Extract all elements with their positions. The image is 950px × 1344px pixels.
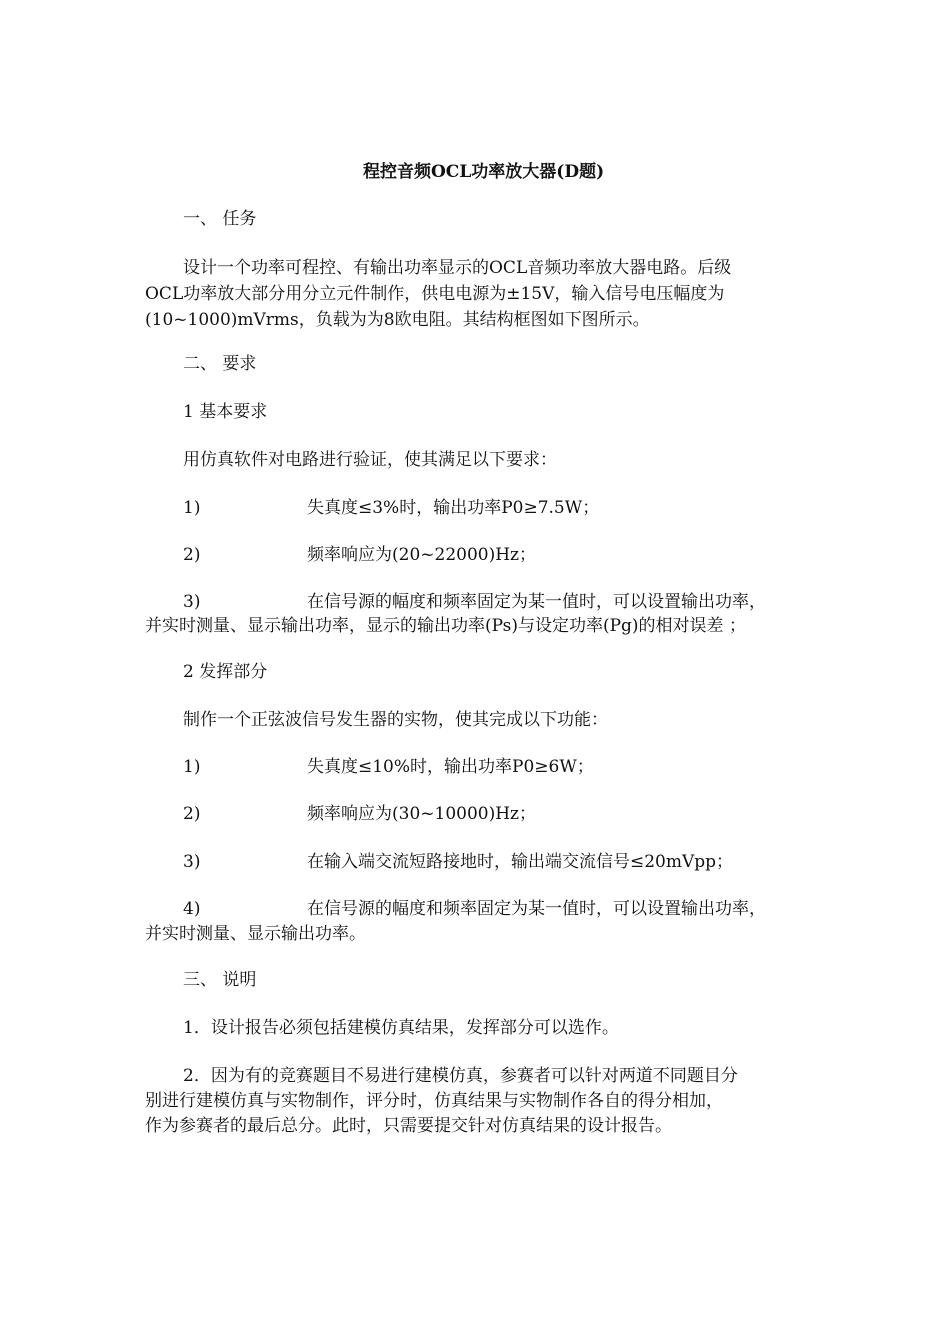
basic-item-3-number: 3) (183, 592, 201, 612)
basic-item-2-number: 2) (183, 545, 201, 565)
note-2-line-2: 别进行建模仿真与实物制作，评分时，仿真结果与实物制作各自的得分相加， (145, 1091, 723, 1111)
basic-requirements-heading: 1 基本要求 (183, 402, 268, 422)
extra-part-intro: 制作一个正弦波信号发生器的实物，使其完成以下功能： (183, 710, 608, 730)
task-paragraph-line-3: (10~1000)mVrms，负载为为8欧电阻。其结构框图如下图所示。 (145, 310, 650, 330)
extra-item-2-number: 2) (183, 804, 201, 824)
basic-item-3-text: 在信号源的幅度和频率固定为某一值时，可以设置输出功率， (307, 592, 766, 612)
note-2-line-1: 2．因为有的竞赛题目不易进行建模仿真，参赛者可以针对两道不同题目分 (183, 1066, 738, 1086)
extra-item-3-number: 3) (183, 852, 201, 872)
basic-item-2-text: 频率响应为(20~22000)Hz； (307, 545, 537, 565)
note-1: 1．设计报告必须包括建模仿真结果，发挥部分可以选作。 (183, 1018, 619, 1038)
extra-part-heading: 2 发挥部分 (183, 662, 268, 682)
task-paragraph-line-1: 设计一个功率可程控、有输出功率显示的OCL音频功率放大器电路。后级 (183, 258, 732, 278)
page-title: 程控音频OCL功率放大器(D题) (363, 162, 605, 182)
extra-item-4-continuation: 并实时测量、显示输出功率。 (145, 924, 366, 944)
extra-item-4-text: 在信号源的幅度和频率固定为某一值时，可以设置输出功率， (307, 899, 766, 919)
extra-item-4-number: 4) (183, 899, 201, 919)
extra-item-3-text: 在输入端交流短路接地时，输出端交流信号≤20mVpp； (307, 852, 734, 872)
note-2-line-3: 作为参赛者的最后总分。此时，只需要提交针对仿真结果的设计报告。 (145, 1116, 672, 1136)
extra-item-1-text: 失真度≤10%时，输出功率P0≥6W； (307, 757, 594, 777)
task-paragraph-line-2: OCL功率放大部分用分立元件制作，供电电源为±15V，输入信号电压幅度为 (145, 284, 725, 304)
basic-requirements-intro: 用仿真软件对电路进行验证，使其满足以下要求： (183, 450, 557, 470)
section-heading-requirements: 二、 要求 (183, 354, 257, 374)
extra-item-2-text: 频率响应为(30~10000)Hz； (307, 804, 537, 824)
basic-item-1-number: 1) (183, 498, 201, 518)
basic-item-3-continuation: 并实时测量、显示输出功率，显示的输出功率(Ps)与设定功率(Pg)的相对误差 ； (145, 616, 746, 636)
section-heading-task: 一、 任务 (183, 209, 257, 229)
extra-item-1-number: 1) (183, 757, 201, 777)
section-heading-notes: 三、 说明 (183, 970, 257, 990)
basic-item-1-text: 失真度≤3%时，输出功率P0≥7.5W； (307, 498, 600, 518)
